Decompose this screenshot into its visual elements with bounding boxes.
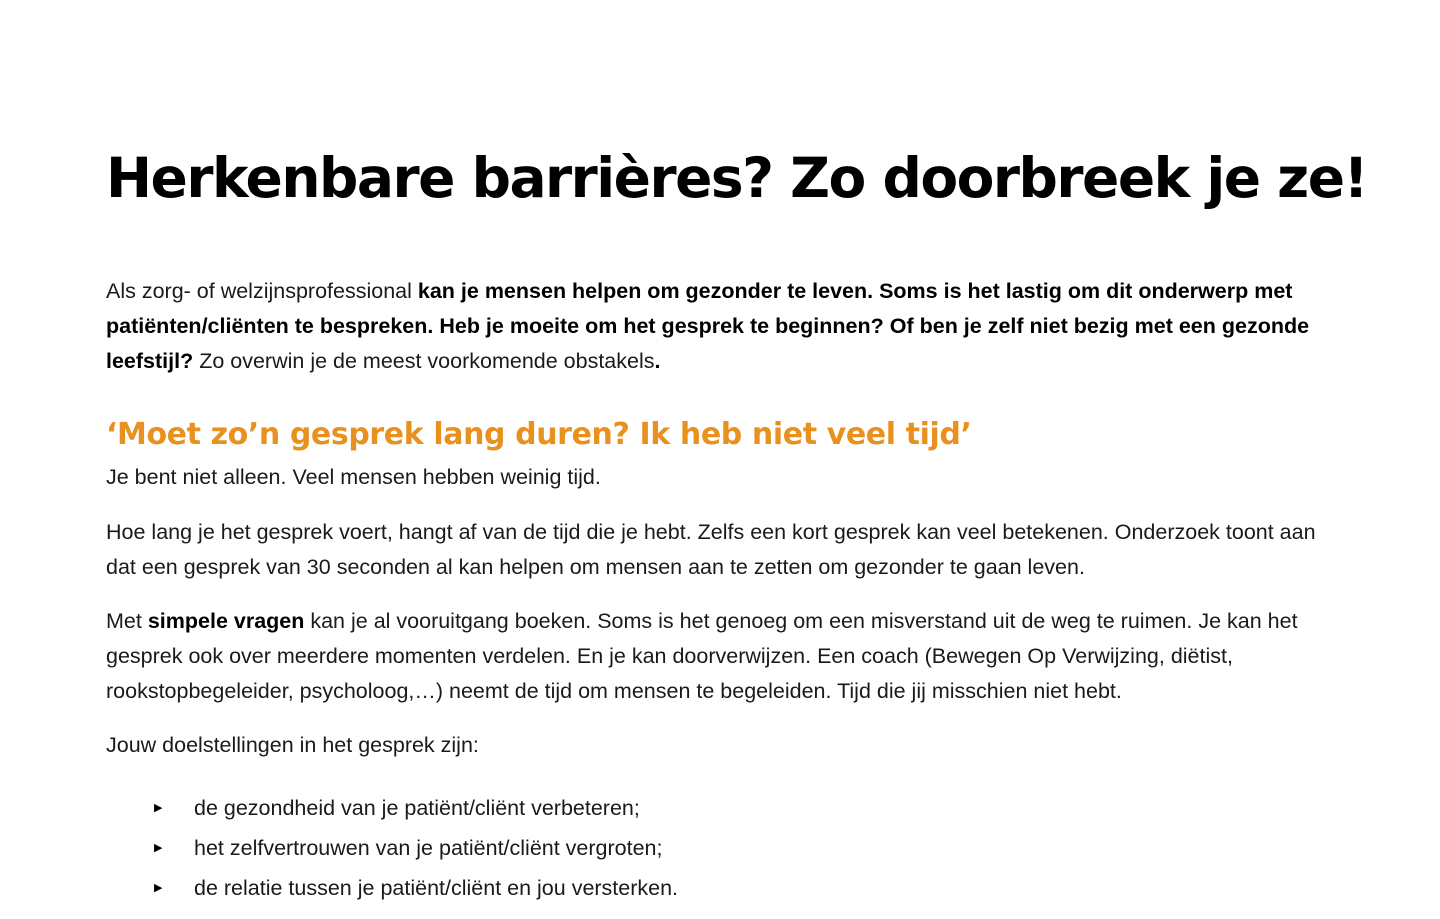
goal-text: de gezondheid van je patiënt/cliënt verbeteren; (194, 796, 640, 820)
page-title: Herkenbare barrières? Zo doorbreek je ze! (106, 146, 1368, 210)
list-item (106, 828, 678, 868)
paragraph-goals-intro: Jouw doelstellingen in het gesprek zijn: (106, 733, 479, 757)
section-heading: ‘Moet zo’n gesprek lang duren? Ik heb niet veel tijd’ (106, 417, 972, 452)
triangle-bullet-icon: ▶ (154, 842, 163, 854)
intro-bold-text: kan je mensen helpen om gezonder te leven. Soms is het lastig om dit onderwerp met patiënten/cliënten te bespreken. Heb je moeite om het gesprek te beginnen? Of ben je zelf niet bezig met een gezonde leefstijl? (106, 279, 1310, 373)
p3-text-rest: kan je al vooruitgang boeken. Soms is het genoeg om een misverstand uit de weg te ruimen. Je kan het gesprek ook over meerdere momenten verdelen. En je kan doorverwijzen. Een coach (Bewegen Op Verwijzing, diëtist, rookstopbegeleider, psycholoog,…) neemt de tijd om mensen te begeleiden. Tijd die jij misschien niet hebt. (106, 609, 1298, 703)
paragraph-not-alone: Je bent niet alleen. Veel mensen hebben weinig tijd. (106, 465, 601, 489)
intro-period: . (654, 349, 661, 373)
triangle-bullet-icon: ▶ (154, 882, 163, 894)
list-item (106, 788, 678, 828)
intro-paragraph (106, 274, 1336, 379)
goal-text: de relatie tussen je patiënt/cliënt en jou versterken. (194, 876, 679, 900)
triangle-bullet-icon: ▶ (154, 802, 163, 814)
list-item (106, 868, 678, 908)
paragraph-simple-questions (106, 604, 1346, 709)
paragraph-conversation-length: Hoe lang je het gesprek voert, hangt af van de tijd die je hebt. Zelfs een kort gesprek kan veel betekenen. Onderzoek toont aan dat een gesprek van 30 seconden al kan helpen om mensen aan te zetten om gezonder te gaan leven. (106, 520, 1316, 579)
p3-text-start: Met (106, 609, 148, 633)
intro-text-start: Als zorg- of welzijnsprofessional (106, 279, 418, 303)
goal-text: het zelfvertrouwen van je patiënt/cliënt vergroten; (194, 836, 663, 860)
p3-bold-text: simpele vragen (147, 609, 305, 633)
intro-text-end: Zo overwin je de meest voorkomende obstakels (193, 349, 655, 373)
goals-list (106, 788, 678, 908)
